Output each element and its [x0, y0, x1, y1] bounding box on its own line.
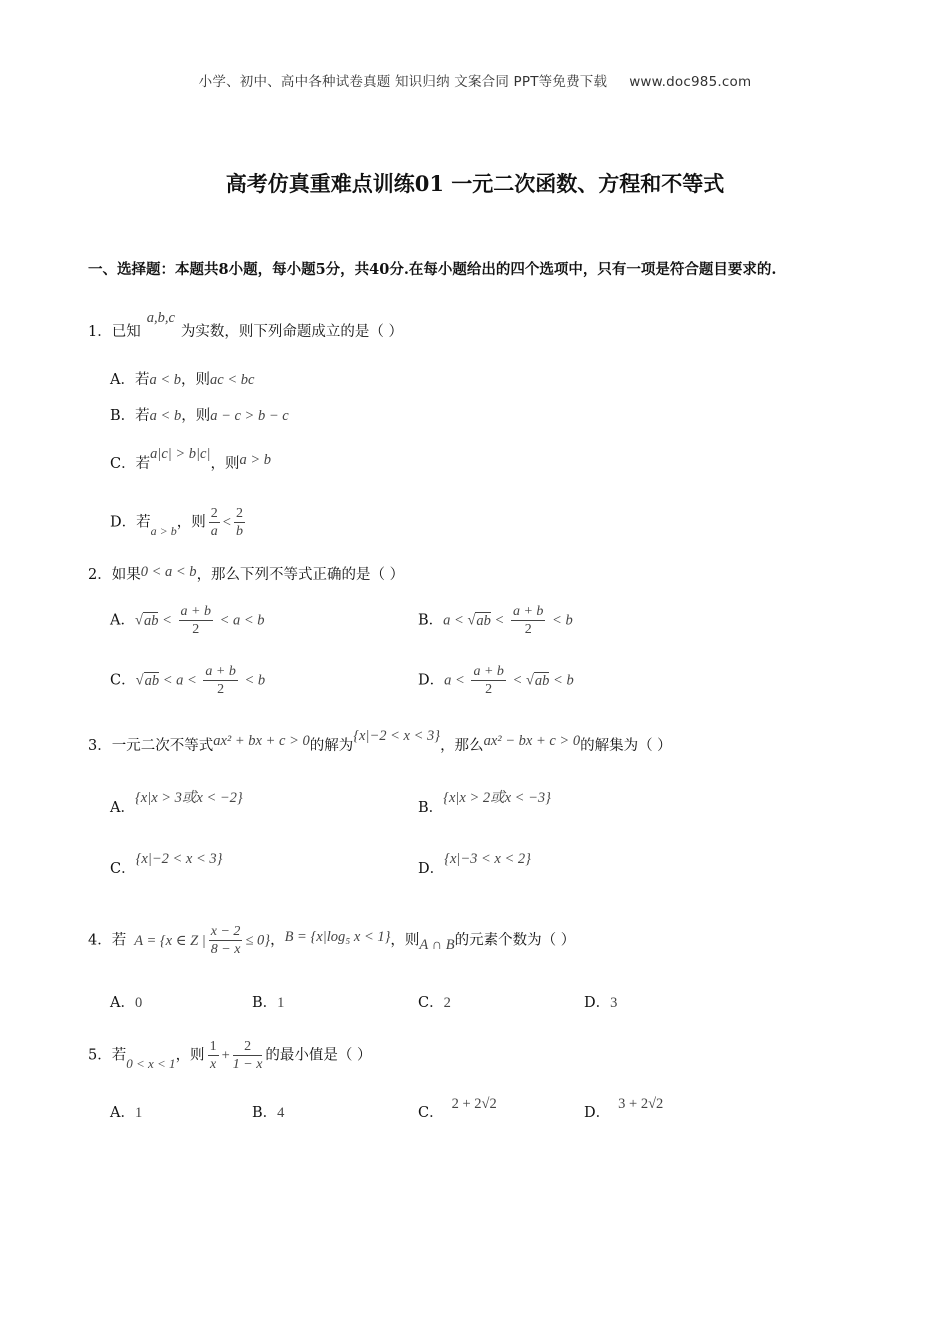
section-heading: 一、选择题：本题共8小题，每小题5分，共40分.在每小题给出的四个选项中，只有一项是符合题目要求的.	[88, 261, 777, 278]
option-label: A．	[110, 1105, 135, 1121]
option-value: 2 + 2√2	[451, 1096, 497, 1112]
q2-option-b[interactable]: B．a < √ab < $\frac{a + b}{2}$ < b	[418, 604, 573, 637]
q5-mid: ，则	[175, 1047, 205, 1064]
option-math: a <	[443, 612, 468, 629]
option-value: 3 + 2√2	[618, 1096, 664, 1112]
q4-pre: 若	[111, 932, 127, 949]
option-text: ，则	[210, 456, 240, 472]
option-math: <	[490, 612, 508, 629]
fraction: $\frac{1}{x}$	[209, 1039, 217, 1072]
q3-mid2: ，那么	[440, 738, 484, 754]
q1-option-a[interactable]	[110, 370, 254, 390]
option-math: a > b	[150, 523, 177, 538]
option-text: 若	[135, 456, 151, 472]
q4-option-d[interactable]	[584, 993, 617, 1013]
q3-pre: 一元二次不等式	[111, 738, 214, 754]
option-math: < b	[549, 672, 574, 689]
option-text: ，则	[181, 408, 211, 424]
q4-option-b[interactable]	[252, 993, 284, 1013]
option-text: 若	[136, 514, 151, 531]
q4-set-b: B = {x|log₅ x < 1}	[284, 928, 391, 945]
q4-number: 4．	[88, 932, 112, 949]
q3-solution: {x|−2 < x < 3}	[353, 728, 441, 744]
q3-option-d[interactable]	[418, 851, 531, 879]
option-math: {x|−2 < x < 3}	[135, 851, 223, 867]
question-4	[88, 923, 575, 958]
q2-option-d[interactable]: D．a < $\frac{a + b}{2}$ < √ab < b	[418, 664, 574, 697]
option-math: < a < b	[215, 612, 265, 629]
q2-pre: 如果	[111, 567, 141, 583]
q4-intersection: A ∩ B	[419, 936, 455, 953]
q3-ineq: ax² + bx + c > 0	[213, 733, 310, 749]
q1-pre: 已知	[111, 324, 141, 340]
option-value: 2	[443, 995, 451, 1011]
option-math: a > b	[239, 452, 272, 468]
option-label: A．	[110, 612, 135, 629]
q2-post: ，那么下列不等式正确的是（ ）	[196, 567, 405, 583]
q5-post: 的最小值是（ ）	[265, 1047, 372, 1064]
question-2	[88, 565, 404, 585]
option-math: a < b	[149, 372, 182, 388]
fraction: $\frac{2}{a}$	[210, 506, 218, 539]
fraction: $\frac{a + b}{2}$	[180, 604, 211, 637]
question-3	[88, 728, 672, 756]
header-url[interactable]: www.doc985.com	[629, 74, 752, 90]
fraction: $\frac{a + b}{2}$	[473, 664, 504, 697]
option-label: B．	[110, 408, 136, 424]
q1-number: 1．	[88, 324, 112, 340]
fraction: $\frac{a + b}{2}$	[205, 664, 236, 697]
option-label: A．	[110, 995, 135, 1011]
option-math: {x|−3 < x < 2}	[444, 851, 531, 867]
q2-option-a[interactable]: A．√ab < $\frac{a + b}{2}$ < a < b	[110, 604, 265, 637]
option-label: B．	[252, 1105, 278, 1121]
option-math: {x|x > 2或x < −3}	[443, 790, 551, 806]
q3-mid1: 的解为	[309, 738, 354, 754]
q3-ineq2: ax² − bx + c > 0	[483, 733, 581, 749]
header-text: 小学、初中、高中各种试卷真题 知识归纳 文案合同 PPT等免费下载	[198, 74, 608, 90]
q5-option-a[interactable]	[110, 1103, 142, 1123]
option-label: C．	[110, 456, 136, 472]
option-value: 1	[134, 1105, 143, 1121]
option-math: <	[508, 672, 526, 689]
q2-cond: 0 < a < b	[140, 564, 197, 580]
option-label: C．	[110, 672, 136, 689]
q5-option-c[interactable]	[418, 1096, 497, 1123]
q3-post: 的解集为（ ）	[580, 738, 672, 754]
option-text: ，则	[176, 514, 206, 531]
site-header	[0, 70, 950, 90]
q3-option-b[interactable]	[418, 790, 551, 818]
option-label: C．	[418, 995, 444, 1011]
option-math: < a <	[159, 672, 201, 689]
option-label: A．	[110, 800, 135, 816]
option-text: 若	[135, 408, 150, 424]
option-math: a <	[444, 672, 469, 689]
q3-option-c[interactable]	[110, 851, 223, 879]
option-label: D．	[110, 514, 137, 531]
option-label: D．	[418, 672, 445, 689]
page-title: 高考仿真重难点训练01 一元二次函数、方程和不等式	[225, 171, 725, 196]
option-math: {x|x > 3或x < −2}	[134, 790, 243, 806]
q1-vars: a,b,c	[146, 310, 175, 326]
option-math: ab	[143, 612, 159, 629]
option-math: ab	[144, 672, 160, 689]
question-1	[88, 310, 404, 342]
option-value: 0	[134, 995, 143, 1011]
q2-option-c[interactable]: C．√ab < a < $\frac{a + b}{2}$ < b	[110, 664, 266, 697]
q4-comma: ，	[270, 932, 285, 949]
option-math: < b	[240, 672, 266, 689]
q4-le: ≤ 0}	[245, 932, 271, 949]
option-label: D．	[584, 1105, 611, 1121]
q1-post: 为实数，则下列命题成立的是（ ）	[180, 324, 404, 340]
q4-option-c[interactable]	[418, 993, 451, 1013]
option-value: 3	[610, 995, 618, 1011]
option-text: 若	[134, 372, 150, 388]
option-label: B．	[252, 995, 278, 1011]
q4-mid: ，则	[390, 932, 420, 949]
q5-option-d[interactable]	[584, 1096, 664, 1123]
option-label: C．	[110, 861, 136, 877]
option-label: D．	[418, 861, 445, 877]
option-math: <	[222, 514, 231, 531]
option-math: ac < bc	[210, 372, 255, 388]
q4-set-a: A = {x ∈ Z |	[134, 932, 206, 949]
q5-number: 5．	[88, 1047, 112, 1064]
q5-cond: 0 < x < 1	[126, 1055, 176, 1071]
option-label: B．	[418, 612, 444, 629]
option-math: ab	[534, 672, 550, 689]
option-math: a < b	[149, 408, 182, 424]
option-label: D．	[584, 995, 611, 1011]
q3-option-a[interactable]	[110, 790, 243, 818]
q5-pre: 若	[111, 1047, 127, 1064]
q5-plus: +	[221, 1047, 230, 1064]
option-value: 4	[277, 1105, 285, 1121]
q4-post: 的元素个数为（ ）	[454, 932, 576, 949]
q3-number: 3．	[88, 738, 112, 754]
option-label: C．	[418, 1105, 444, 1121]
q1-option-b[interactable]	[110, 406, 289, 426]
fraction: $\frac{2}{1 - x}$	[232, 1039, 263, 1072]
option-math: a − c > b − c	[210, 408, 289, 424]
option-label: B．	[418, 800, 444, 816]
option-label: A．	[110, 372, 135, 388]
fraction: $\frac{2}{b}$	[235, 506, 243, 539]
q1-option-c[interactable]	[110, 446, 272, 474]
fraction: $\frac{a + b}{2}$	[512, 604, 544, 637]
question-5	[88, 1038, 372, 1073]
option-value: 1	[277, 995, 285, 1011]
q2-number: 2．	[88, 567, 112, 583]
option-math: < b	[548, 612, 573, 629]
option-math: a|c| > b|c|	[150, 446, 211, 462]
option-math: ab	[476, 612, 491, 629]
q4-option-a[interactable]	[110, 993, 142, 1013]
fraction: $\frac{x - 2}{8 - x}$	[210, 924, 241, 957]
option-math: <	[158, 612, 176, 629]
q5-option-b[interactable]	[252, 1103, 284, 1123]
q1-option-d[interactable]	[110, 505, 248, 540]
option-text: ，则	[181, 372, 211, 388]
